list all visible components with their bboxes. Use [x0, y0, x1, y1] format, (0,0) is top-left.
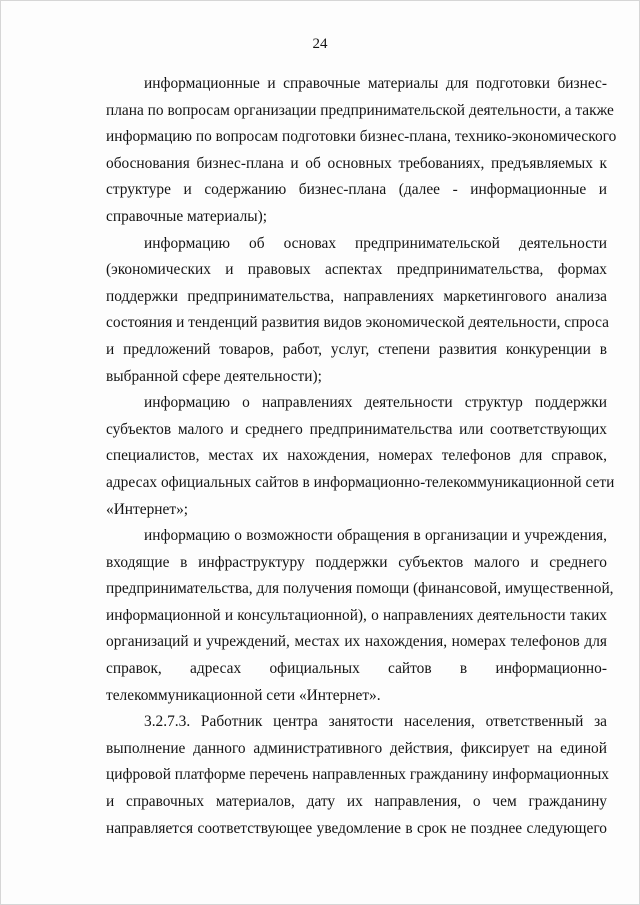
text-line: специалистов, местах их нахождения, номерах телефонов для справок, — [106, 447, 607, 465]
text-line: (экономических и правовых аспектах предпринимательства, формах — [106, 261, 607, 279]
text-line: и справочных материалов, дату их направления, о чем гражданину — [106, 793, 607, 811]
text-line: адресах официальных сайтов в информационно-телекоммуникационной сети — [106, 473, 615, 491]
text-line: поддержки предпринимательства, направлениях маркетингового анализа — [106, 287, 607, 305]
text-line: информацию об основах предпринимательской деятельности — [144, 234, 607, 252]
paragraph — [106, 71, 617, 231]
text-line: справочные материалы); — [106, 207, 267, 225]
text-line: информационной и консультационной), о направлениях деятельности таких — [106, 606, 607, 624]
paragraph — [106, 231, 607, 391]
paragraph — [106, 390, 615, 523]
text-line: информацию по вопросам подготовки бизнес-плана, технико-экономического — [106, 128, 617, 146]
text-line: выбранной сфере деятельности); — [106, 367, 322, 385]
text-line: информационные и справочные материалы для подготовки бизнес- — [144, 75, 607, 92]
text-line: направляется соответствующее уведомление в срок не позднее следующего — [106, 819, 607, 837]
paragraph — [106, 709, 607, 842]
text-line: 3.2.7.3. Работник центра занятости населения, ответственный за — [144, 713, 607, 731]
text-line: обоснования бизнес-плана и об основных требованиях, предъявляемых к — [106, 154, 607, 172]
text-line: выполнение данного административного действия, фиксирует на единой — [106, 739, 607, 757]
text-line: цифровой платформе перечень направленных гражданину информационных — [106, 766, 609, 784]
text-line: состояния и тенденций развития видов экономической деятельности, спроса — [106, 314, 609, 332]
text-line: «Интернет»; — [106, 500, 189, 518]
text-line: и предложений товаров, работ, услуг, степени развития конкуренции в — [106, 340, 607, 358]
text-line: структуре и содержанию бизнес-плана (далее - информационные и — [106, 181, 607, 199]
text-line: телекоммуникационной сети «Интернет». — [106, 686, 381, 704]
text-line: предпринимательства, для получения помощи (финансовой, имущественной, — [106, 580, 614, 598]
document-body — [106, 71, 617, 842]
page-number: 24 — [312, 36, 328, 52]
text-line: организаций и учреждений, местах их нахождения, номерах телефонов для — [106, 633, 607, 651]
text-line: информацию о возможности обращения в организации и учреждения, — [144, 527, 607, 545]
text-line: справок, адресах официальных сайтов в информационно- — [106, 660, 607, 678]
text-line: информацию о направлениях деятельности структур поддержки — [144, 394, 607, 412]
text-line: субъектов малого и среднего предпринимательства или соответствующих — [106, 420, 607, 438]
text-line: плана по вопросам организации предпринимательской деятельности, а также — [106, 101, 614, 119]
paragraph — [106, 523, 614, 709]
text-line: входящие в инфраструктуру поддержки субъектов малого и среднего — [106, 553, 607, 571]
